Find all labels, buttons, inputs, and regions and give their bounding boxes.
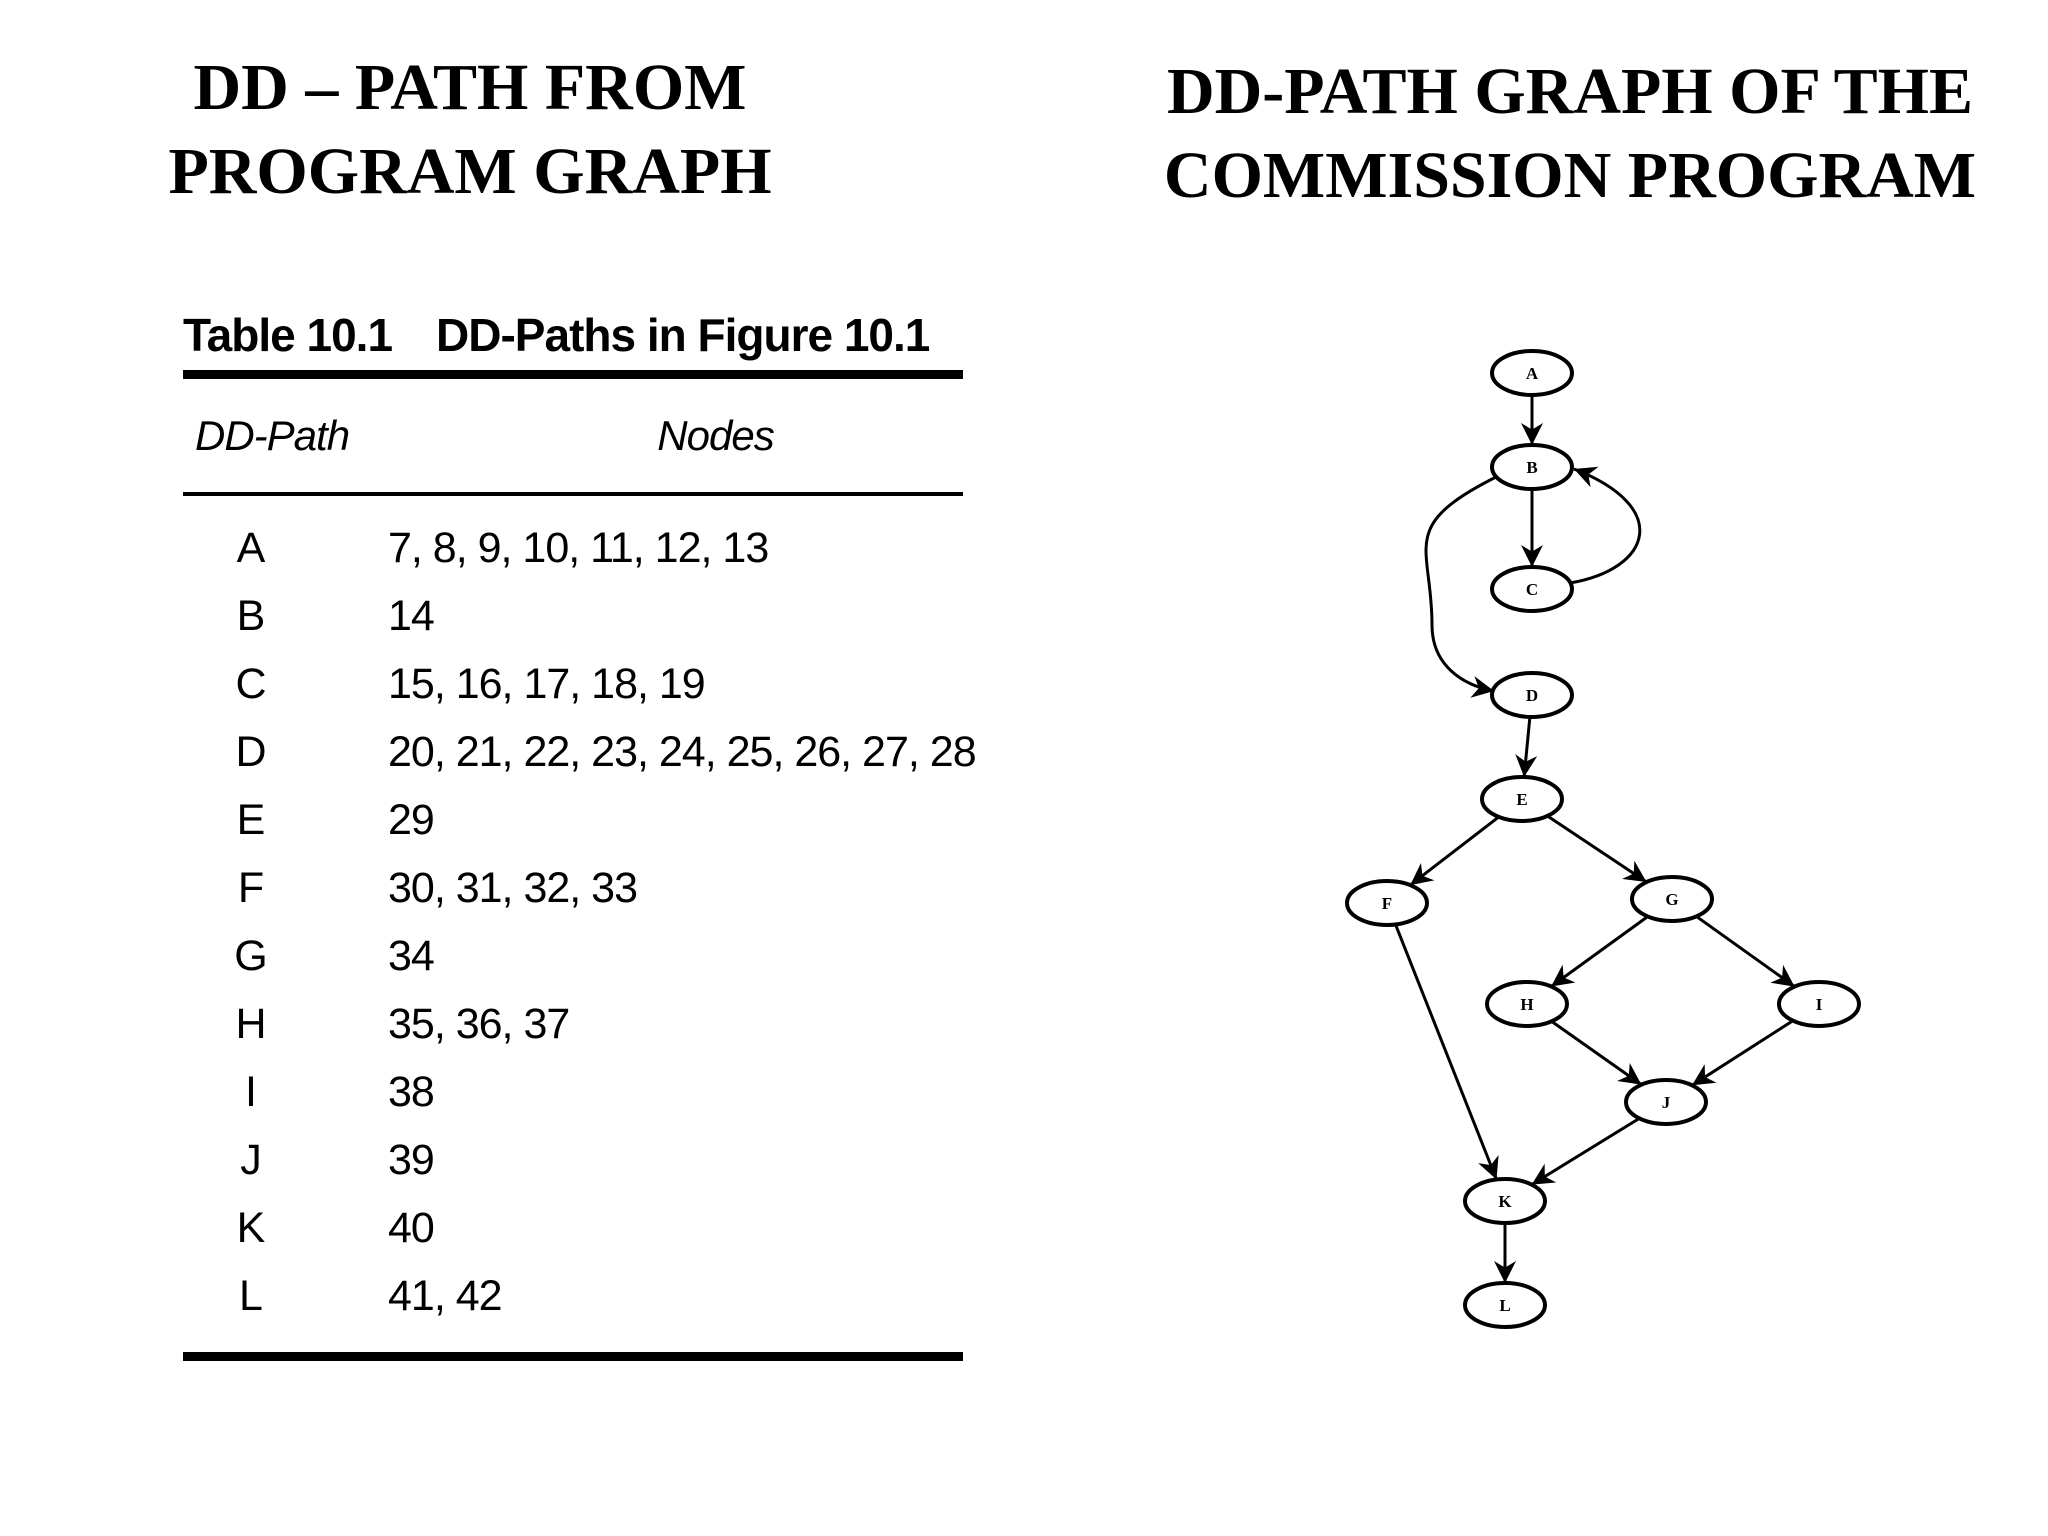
node-label: C — [1525, 580, 1539, 599]
graph-nodes — [1347, 351, 1859, 1327]
node-b — [1492, 445, 1572, 489]
node-label: K — [1498, 1192, 1512, 1211]
cell-dd-path: I — [245, 1067, 256, 1116]
cell-dd-path: L — [239, 1271, 262, 1320]
node-h — [1487, 982, 1567, 1026]
cell-nodes: 30, 31, 32, 33 — [388, 863, 637, 912]
right-title-line-1: DD-PATH GRAPH OF THE — [1166, 55, 1974, 128]
node-c — [1492, 567, 1572, 611]
cell-nodes: 39 — [388, 1135, 434, 1184]
header-nodes: Nodes — [657, 411, 774, 459]
cell-nodes: 20, 21, 22, 23, 24, 25, 26, 27, 28 — [388, 727, 976, 776]
edge-e-g — [1547, 816, 1646, 882]
header-dd-path: DD-Path — [195, 411, 350, 459]
cell-dd-path: H — [235, 999, 266, 1048]
node-label: I — [1815, 995, 1823, 1014]
right-title-line-2: COMMISSION PROGRAM — [1163, 139, 1977, 212]
node-label: F — [1381, 894, 1393, 913]
cell-nodes: 29 — [388, 795, 434, 844]
node-label: A — [1525, 364, 1539, 383]
edge-c-b — [1570, 469, 1640, 583]
node-e — [1482, 777, 1562, 821]
cell-nodes: 40 — [388, 1203, 434, 1252]
edge-d-e — [1524, 717, 1530, 777]
cell-nodes: 35, 36, 37 — [388, 999, 570, 1048]
node-label: H — [1520, 995, 1534, 1014]
node-label: J — [1661, 1093, 1671, 1112]
cell-dd-path: F — [237, 863, 264, 912]
cell-nodes: 15, 16, 17, 18, 19 — [388, 659, 705, 708]
edge-h-j — [1552, 1021, 1642, 1084]
cell-nodes: 14 — [388, 591, 434, 640]
edge-i-j — [1692, 1021, 1793, 1086]
node-l — [1465, 1283, 1545, 1327]
node-label: D — [1525, 686, 1539, 705]
cell-dd-path: D — [235, 727, 266, 776]
edge-j-k — [1532, 1118, 1640, 1184]
cell-dd-path: G — [234, 931, 267, 980]
table-caption-text: DD-Paths in Figure 10.1 — [436, 309, 930, 361]
cell-dd-path: J — [240, 1135, 261, 1184]
cell-dd-path: A — [236, 523, 265, 572]
cell-nodes: 7, 8, 9, 10, 11, 12, 13 — [388, 523, 769, 572]
left-title-line-1: DD – PATH FROM — [193, 51, 747, 124]
node-f — [1347, 881, 1427, 925]
node-a — [1492, 351, 1572, 395]
edge-f-k — [1396, 924, 1497, 1179]
cell-dd-path: B — [236, 591, 265, 640]
node-label: E — [1516, 790, 1528, 809]
node-label: B — [1526, 458, 1538, 477]
cell-dd-path: K — [236, 1203, 265, 1252]
node-g — [1632, 877, 1712, 921]
node-label: L — [1499, 1296, 1511, 1315]
edge-g-i — [1696, 916, 1794, 986]
node-label: G — [1665, 890, 1679, 909]
cell-dd-path: E — [236, 795, 265, 844]
edge-g-h — [1551, 917, 1648, 987]
table-caption-number: Table 10.1 — [183, 309, 393, 361]
node-j — [1626, 1080, 1706, 1124]
cell-nodes: 38 — [388, 1067, 434, 1116]
node-d — [1492, 673, 1572, 717]
edge-b-d — [1426, 477, 1496, 691]
cell-dd-path: C — [235, 659, 266, 708]
node-i — [1779, 982, 1859, 1026]
edge-e-f — [1410, 817, 1499, 885]
left-title-line-2: PROGRAM GRAPH — [168, 135, 772, 208]
node-k — [1465, 1179, 1545, 1223]
graph-edges — [1396, 395, 1795, 1283]
cell-nodes: 41, 42 — [388, 1271, 502, 1320]
cell-nodes: 34 — [388, 931, 434, 980]
